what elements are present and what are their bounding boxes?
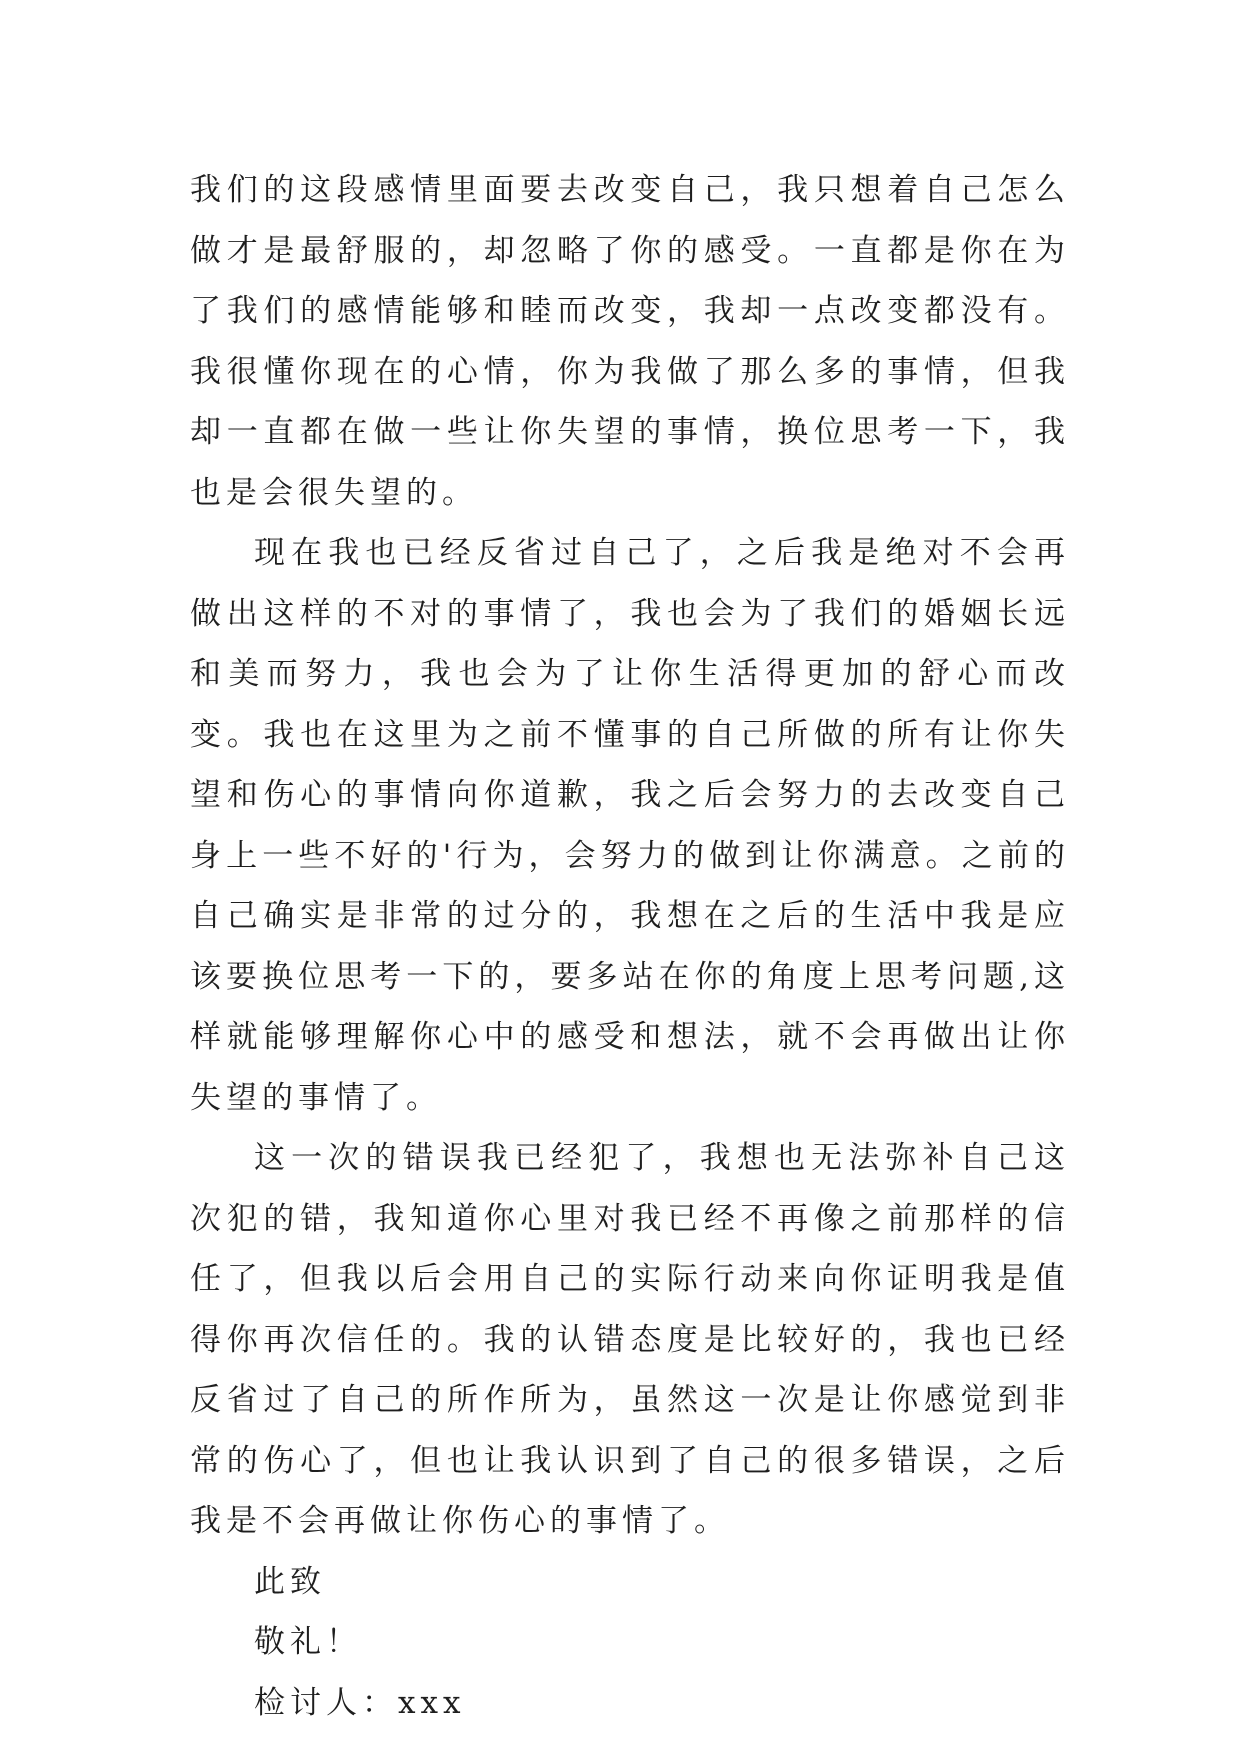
paragraph-reflection: 现在我也已经反省过自己了，之后我是绝对不会再做出这样的不对的事情了，我也会为了我们的婚姻长远和美而努力，我也会为了让你生活得更加的舒心而改变。我也在这里为之前不懂事的自己所做的所有让你失望和伤心的事情向你道歉，我之后会努力的去改变自己身上一些不好的'行为，会努力的做到让你满意。之前的自己确实是非常的过分的，我想在之后的生活中我是应该要换位思考一下的，要多站在你的角度上思考问题,这样就能够理解你心中的感受和想法，就不会再做出让你失望的事情了。: [190, 535, 1070, 1116]
paragraph-continued: 我们的这段感情里面要去改变自己，我只想着自己怎么做才是最舒服的，却忽略了你的感受。一直都是你在为了我们的感情能够和睦而改变，我却一点改变都没有。我很懂你现在的心情，你为我做了那么多的事情，但我却一直都在做一些让你失望的事情，换位思考一下，我也是会很失望的。: [190, 172, 1070, 511]
paragraph-promise: 这一次的错误我已经犯了，我想也无法弥补自己这次犯的错，我知道你心里对我已经不再像之前那样的信任了，但我以后会用自己的实际行动来向你证明我是值得你再次信任的。我的认错态度是比较好的，我也已经反省过了自己的所作所为，虽然这一次是让你感觉到非常的伤心了，但也让我认识到了自己的很多错误，之后我是不会再做让你伤心的事情了。: [190, 1140, 1070, 1539]
closing-salutation: 此致: [254, 1563, 326, 1600]
letter-body: [190, 160, 1070, 1733]
signature-line: 检讨人：xxx: [254, 1684, 466, 1721]
closing-regards: 敬礼！: [254, 1624, 362, 1660]
